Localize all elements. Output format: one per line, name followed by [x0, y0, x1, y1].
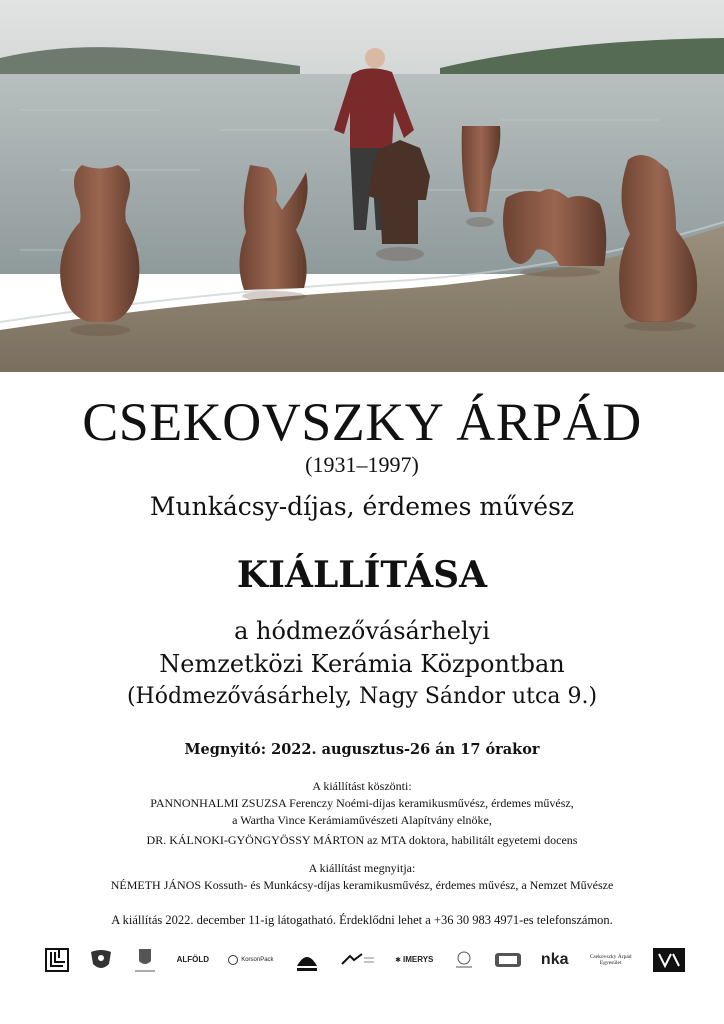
exhibition-photo — [0, 0, 724, 372]
city-crest-logo — [88, 948, 114, 972]
welcome-line-2: a Wartha Vince Kerámiaművészeti Alapítvány elnöke, — [232, 813, 492, 827]
opener-heading: A kiállítást megnyitja: — [308, 861, 416, 875]
welcome-line-1: PANNONHALMI ZSUZSA Ferenczy Noémi-díjas keramikusművész, érdemes művész, — [150, 796, 574, 810]
korsonpack-logo: KorsonPack — [228, 955, 273, 965]
nka-logo: nka — [540, 951, 569, 968]
location-line-1: a hódmezővásárhelyi — [234, 617, 490, 645]
alfold-logo: ALFÖLD — [176, 955, 209, 964]
csekovszky-association-logo: Csekovszky Árpád Egyesület — [589, 954, 632, 966]
maze-logo — [45, 948, 69, 972]
art-university-logo — [340, 952, 376, 968]
welcome-line-3: DR. KÁLNOKI-GYÖNGYÖSSY MÁRTON az MTA doktora, habilitált egyetemi docens — [146, 833, 578, 847]
exhibition-headline: KIÁLLÍTÁSA — [236, 554, 488, 596]
river-scene-illustration — [0, 0, 724, 372]
location-line-2: Nemzetközi Kerámia Központban — [159, 650, 565, 678]
venue-address: (Hódmezővásárhely, Nagy Sándor utca 9.) — [126, 684, 598, 709]
monogram-logo — [653, 948, 685, 972]
artist-award: Munkácsy-díjas, érdemes művész — [149, 492, 575, 521]
imerys-logo: ✱ IMERYS — [395, 955, 434, 964]
opener-line-1: NÉMETH JÁNOS Kossuth- és Munkácsy-díjas keramikusművész, érdemes művész, a Nemzet Művésze — [110, 878, 614, 892]
shield-logo — [494, 951, 522, 969]
closing-info: A kiállítás 2022. december 11-ig látogatható. Érdeklődni lehet a +36 30 983 4971-es telefonszámon. — [111, 913, 613, 927]
artist-years: (1931–1997) — [305, 452, 419, 477]
artist-name: CSEKOVSZKY ÁRPÁD — [82, 392, 642, 452]
welcome-heading: A kiállítást köszönti: — [312, 779, 412, 793]
hungarian-academy-logo — [293, 946, 321, 974]
partner-crest-logo — [453, 949, 475, 971]
ministry-crest-logo — [133, 945, 157, 975]
opening-info: Megnyitó: 2022. augusztus-26 án 17 órakor — [184, 741, 540, 758]
sponsor-logos — [45, 942, 685, 978]
